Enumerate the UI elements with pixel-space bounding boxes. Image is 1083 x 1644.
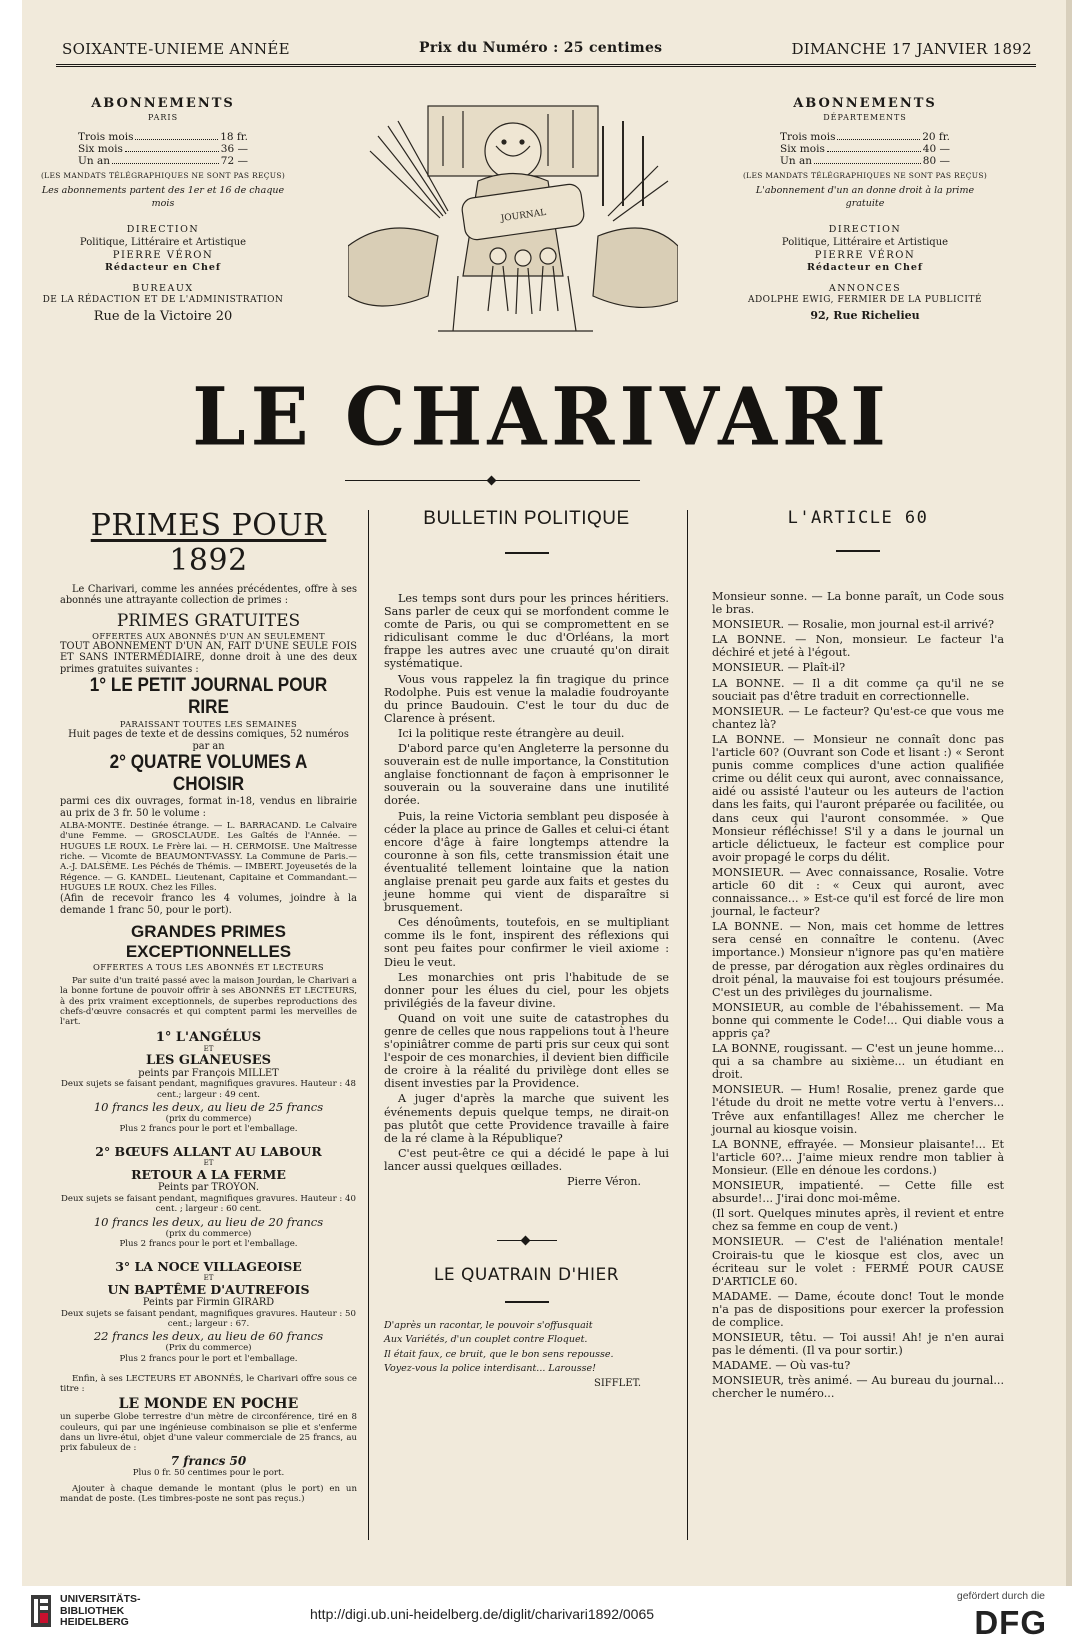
gravure-2-port: Plus 2 francs pour le port et l'emballage. [119, 1238, 298, 1249]
gravure-3-port: Plus 2 francs pour le port et l'emballage. [119, 1353, 298, 1364]
gravure-2-et: ET [203, 1159, 214, 1168]
article60-paragraph: MADAME. — Dame, écoute donc! Tout le monde n'a pas de dispositions pour exercer la profession de complice. [712, 1289, 1004, 1329]
price-row: Six mois 36 — [78, 143, 248, 156]
bureaux-desc: DE LA RÉDACTION ET DE L'ADMINISTRATION [42, 294, 284, 305]
price-list [780, 131, 950, 167]
article60-paragraph: MADAME. — Où vas-tu? [712, 1359, 851, 1373]
masthead-title: LE CHARIVARI [192, 369, 891, 464]
editor-name: PIERRE VÉRON [814, 250, 916, 262]
editor-name: PIERRE VÉRON [112, 250, 214, 262]
gravure-1-title-b: LES GLANEUSES [145, 1052, 272, 1068]
bulletin-paragraph: Puis, la reine Victoria semblant peu disposée à céder la place au prince de Galles et celui-ci étant encore d'âge à faire longtemps attendre la couronne à son fils, cette transmission était une éventualité tellement lointaine que la nation anglaise prenait peu garde aux faits et gestes du jeune homme qui vient de disparaître si brusquement. [384, 809, 670, 915]
quatrain-line: Aux Variétés, d'un couplet contre Floquet. [384, 1334, 588, 1346]
gravure-1-artist: peints par François MILLET [138, 1067, 279, 1079]
gravure-2-price: 10 francs les deux, au lieu de 20 francs [93, 1214, 324, 1229]
gravure-2-artist: Peints par TROYON. [158, 1182, 259, 1194]
price-row: Un an 72 — [78, 155, 248, 168]
funded-by-text: gefördert durch die [956, 1590, 1045, 1602]
prime-2-desc: parmi ces dix ouvrages, format in-18, vendus en librairie au prix de 3 fr. 50 le volume : [60, 796, 357, 819]
monde-desc: un superbe Globe terrestre d'un mètre de circonférence, tiré en 8 couleurs, qui par une ingénieuse combinaison se plie et s'enferme dans un livre-étui, objet d'une valeur commerciale de 25 francs, au prix fabuleux de : [60, 1412, 357, 1454]
article60-paragraph: LA BONNE. — Il a dit comme ça qu'il ne se souciait pas d'être traduit en correctionnelle. [712, 676, 1004, 703]
masthead-illustration [348, 96, 678, 346]
gravure-1-desc: Deux sujets se faisant pendant, magnifiques gravures. Hauteur : 48 cent.; largeur : 49 cent. [61, 1079, 356, 1100]
article60-paragraph: LA BONNE, rougissant. — C'est un jeune homme... qui a sa chambre au sixième... un étudiant en droit. [712, 1042, 1004, 1082]
grandes-primes-sub: OFFERTES A TOUS LES ABONNÉS ET LECTEURS [93, 962, 324, 973]
monde-price: 7 francs 50 [170, 1453, 247, 1468]
editor-role: Rédacteur en Chef [806, 262, 924, 274]
bulletin-title: BULLETIN POLITIQUE [423, 508, 630, 529]
gravure-1-port: Plus 2 francs pour le port et l'emballage. [119, 1124, 298, 1135]
bulletin-paragraph: Ici la politique reste étrangère au deuil. [398, 726, 625, 740]
direction-heading: DIRECTION [126, 223, 200, 235]
primes-offertes: OFFERTES AUX ABONNÉS D'UN AN SEULEMENT [92, 630, 325, 641]
gravure-3-title-a: 3° LA NOCE VILLAGEOISE [115, 1259, 302, 1275]
header-line [62, 40, 1032, 58]
quatrain [384, 1319, 669, 1376]
bulletin-paragraph: Les temps sont durs pour les princes héritiers. Sans parler de ceux qui se morfondent comme le comte de Paris, ou qui se compromettent en se ridiculisant comme le duc d'Orléans, la mort frappe les autres avec une cruauté qu'on dirait systématique. [384, 592, 669, 671]
annonces-desc: ADOLPHE EWIG, FERMIER DE LA PUBLICITÉ [747, 294, 983, 305]
grandes-primes-title: GRANDES PRIMES EXCEPTIONNELLES [125, 922, 292, 962]
price-row: Trois mois 18 fr. [78, 131, 248, 144]
prime-1-title: 1° LE PETIT JOURNAL POUR RIRE [89, 675, 328, 719]
gravure-3-price: 22 francs les deux, au lieu de 60 francs [93, 1329, 324, 1344]
gravure-1-et: ET [203, 1044, 214, 1053]
column-rule [687, 510, 688, 1540]
abo-note: (LES MANDATS TÉLÉGRAPHIQUES NE SONT PAS REÇUS) [742, 171, 988, 181]
university-name: UNIVERSITÄTS- BIBLIOTHEK HEIDELBERG [60, 1593, 141, 1629]
article60-paragraph: LA BONNE. — Non, mais cet homme de lettres sera censé en connaître le contenu. (Avec importance.) Monsieur n'ignore pas qu'en matière de presse, par dérogation aux règles ordinaires du droit pénal, la mauvaise foi est toujours présumée. C'est un des privilèges du journalisme. [712, 920, 1004, 999]
gravure-1-pc: (prix du commerce) [165, 1113, 252, 1124]
abo-title: ABONNEMENTS [793, 96, 937, 111]
direction-desc: Politique, Littéraire et Artistique [79, 237, 247, 249]
bulletin-paragraph: Ces dénoûments, toutefois, en se multipliant comme ils le font, inspirent des réflexions qui sont peu faites pour confirmer le vieil axiome : Dieu le veut. [384, 916, 669, 969]
gravure-3-artist: Peints par Firmin GIRARD [142, 1297, 275, 1309]
article60-paragraph: (Il sort. Quelques minutes après, il revient et entre chez sa femme en coup de vent.) [712, 1207, 1004, 1234]
article60-paragraph: MONSIEUR. — Rosalie, mon journal est-il arrivé? [712, 618, 994, 632]
enfin-text: Enfin, à ses LECTEURS ET ABONNÉS, le Charivari offre sous ce titre : [60, 1373, 357, 1395]
abonnements-paris [38, 96, 288, 326]
direction-desc: Politique, Littéraire et Artistique [781, 237, 949, 249]
monde-port: Plus 0 fr. 50 centimes pour le port. [132, 1467, 285, 1478]
bureaux-address: Rue de la Victoire 20 [93, 308, 233, 324]
digitization-footer [0, 1586, 1083, 1644]
primes-gratuites: PRIMES GRATUITES [116, 610, 301, 631]
prime-2-note: (Afin de recevoir franco les 4 volumes, joindre à la demande 1 franc 50, pour le port). [60, 893, 357, 916]
abo-note: (LES MANDATS TÉLÉGRAPHIQUES NE SONT PAS REÇUS) [40, 171, 286, 181]
prime-1-sub: PARAISSANT TOUTES LES SEMAINES [119, 719, 298, 730]
title-rule [505, 552, 549, 554]
quatrain-line: Il était faux, ce bruit, que le bon sens repousse. [384, 1348, 614, 1360]
header-date: DIMANCHE 17 JANVIER 1892 [791, 40, 1032, 58]
title-rule [836, 550, 880, 552]
prime-1-desc: Huit pages de texte et de dessins comiques, 52 numéros par an [68, 729, 349, 752]
price-row: Six mois 40 — [780, 143, 950, 156]
grandes-primes-desc: Par suite d'un traité passé avec la maison Jourdan, le Charivari a la bonne fortune de pouvoir offrir à ses ABONNÉS ET LECTEURS, à des prix vraiment exceptionnels, de superbes reproductions des chefs-d'œuvre consacrés et qui comptent parmi les merveilles de l'art. [60, 976, 357, 1028]
article60-paragraph: MONSIEUR, têtu. — Toi aussi! Ah! je n'en aurai pas le démenti. (Il va pour sortir.) [712, 1331, 1004, 1358]
masthead-rule [345, 480, 640, 481]
quatrain-line: Voyez-vous la police interdisant... Larousse! [384, 1362, 596, 1374]
header-edition: SOIXANTE-UNIEME ANNÉE [62, 40, 290, 58]
university-seal-icon [30, 1594, 52, 1628]
header-rule [56, 64, 1036, 67]
gravure-1-price: 10 francs les deux, au lieu de 25 francs [93, 1099, 324, 1114]
gravure-3-title-b: UN BAPTÊME D'AUTREFOIS [107, 1282, 310, 1298]
annonces-heading: ANNONCES [828, 282, 902, 294]
section-ornament [497, 1240, 557, 1241]
bulletin-paragraph: Quand on voit une suite de catastrophes du genre de celles que nous rappelions tout à l'heure s'opiniâtrer comme de parti pris sur ceux qui sont l'espoir de ces monarchies, il devient bien difficile de croire à la réalité du privilège dont elles se disent investies par la Providence. [384, 1011, 669, 1091]
gravure-3-et: ET [203, 1274, 214, 1283]
primes-intro: Le Charivari, comme les années précédentes, offre à ses abonnés une attrayante collection de primes : [60, 584, 357, 607]
abo-subtitle: PARIS [147, 112, 179, 122]
bulletin-column [384, 508, 669, 1389]
source-url-link[interactable]: http://digi.ub.uni-heidelberg.de/diglit/charivari1892/0065 [310, 1606, 655, 1622]
article60-paragraph: MONSIEUR. — Hum! Rosalie, prenez garde que l'étude du droit ne mette votre vertu à l'envers... Trêve aux enfantillages! Allez me chercher le journal au kiosque voisin. [712, 1083, 1004, 1136]
quatrain-signature: SIFFLET. [594, 1378, 641, 1390]
direction-heading: DIRECTION [828, 223, 902, 235]
article60-paragraph: MONSIEUR. — Plaît-il? [712, 661, 846, 675]
article60-paragraph: Monsieur sonne. — La bonne paraît, un Code sous le bras. [712, 590, 1004, 617]
article60-paragraph: MONSIEUR. — Le facteur? Qu'est-ce que vous me chantez là? [712, 704, 1004, 731]
column-rule [368, 510, 369, 1540]
university-logo[interactable] [30, 1594, 141, 1629]
quatrain-line: D'après un racontar, le pouvoir s'offusquait [384, 1320, 593, 1332]
header-price: Prix du Numéro : 25 centimes [419, 40, 663, 56]
gravure-1-title-a: 1° L'ANGÉLUS [155, 1029, 262, 1045]
abonnements-departements [740, 96, 990, 323]
abo-italic: Les abonnements partent des 1er et 16 de chaque mois [41, 185, 285, 209]
article60-paragraph: LA BONNE. — Monsieur ne connaît donc pas l'article 60? (Ouvrant son Code et lisant :) « Seront punis comme complices d'une action qualifiée crime ou délit ceux qui auront, avec connaissance, aidé ou assisté l'auteur ou les auteurs de l'action dans les faits, qui l'auront préparée ou facilitée, ou dans ceux qui l'auront consommée. » Que Monsieur réfléchisse! S'il y a dans le journal un article délictueux, le facteur est complice pour avoir propagé le corps du délit. [712, 732, 1004, 864]
quatrain-title: LE QUATRAIN D'HIER [433, 1265, 620, 1286]
bulletin-signature: Pierre Véron. [567, 1175, 641, 1189]
bulletin-paragraph: Les monarchies ont pris l'habitude de se donner pour les élues du ciel, pour les objets privilégiés de la faveur divine. [384, 970, 669, 1010]
bulletin-paragraph: Vous vous rappelez la fin tragique du prince Rodolphe. Puis est venue la maladie foudroyante du prince Baudouin. C'est le tour du duc de Clarence à présent. [384, 672, 669, 725]
gravure-2-desc: Deux sujets se faisant pendant, magnifiques gravures. Hauteur : 40 cent. ; largeur : 60 cent. [61, 1193, 356, 1215]
bulletin-paragraph: C'est peut-être ce qui a décidé le pape à lui lancer aussi quelques œillades. [384, 1146, 669, 1173]
article60-paragraph: LA BONNE. — Non, monsieur. Le facteur l'a déchiré et jeté à l'égout. [712, 633, 1004, 660]
price-row: Un an 80 — [780, 155, 950, 168]
primes-title: PRIMES POUR 1892 [90, 508, 327, 578]
price-list [78, 131, 248, 167]
gravure-2-title-b: RETOUR A LA FERME [131, 1167, 286, 1183]
primes-column [60, 508, 357, 1505]
article60-paragraph: MONSIEUR. — C'est de l'aliénation mentale! Croirais-tu que le kiosque est clos, avec un écriteau sur le volet : FERMÉ POUR CAUSE D'ARTICLE 60. [712, 1235, 1004, 1288]
article60-paragraph: MONSIEUR, au comble de l'ébahissement. — Ma bonne qui commente le Code!... Qui diable vous a appris ça? [712, 1000, 1004, 1040]
article60-column [712, 508, 1004, 1403]
gravure-2-title-a: 2° BŒUFS ALLANT AU LABOUR [95, 1144, 322, 1160]
abo-subtitle: DÉPARTEMENTS [823, 112, 907, 122]
ajouter-text: Ajouter à chaque demande le montant (plus le port) en un mandat de poste. (Les timbres-poste ne sont pas reçus.) [60, 1484, 357, 1505]
gravure-3-pc: (Prix du commerce) [165, 1343, 252, 1354]
abo-italic: L'abonnement d'un an donne droit à la prime gratuite [755, 185, 975, 209]
gravure-3-desc: Deux sujets se faisant pendant, magnifiques gravures. Hauteur : 50 cent.; largeur : 67. [61, 1308, 356, 1329]
article60-paragraph: LA BONNE, effrayée. — Monsieur plaisante!... Et l'article 60?... J'aime mieux rendre mon tablier à Monsieur. (Elle en dénoue les cordons.) [712, 1137, 1004, 1177]
gravure-2-pc: (prix du commerce) [165, 1228, 252, 1239]
prime-2-list: ALBA-MONTE. Destinée étrange. — L. BARRACAND. Le Calvaire d'une Femme. — GROSCLAUDE. Les Gaîtés de l'Année. — HUGUES LE ROUX. Le Frère lai. — H. CERMOISE. Une Maîtresse riche. — Vicomte de BEAUMONT-VASSY. La Commune de Paris.— A.-J. DALSÈME. Les Péchés de Thémis. — IMBERT. Joyeusetés de la Régence. — G. KANDEL. Lieutenant, Capitaine et Commandant.— HUGUES LE ROUX. Chez les Filles. [60, 821, 357, 893]
primes-tout: TOUT ABONNEMENT D'UN AN, FAIT D'UNE SEULE FOIS ET SANS INTERMÉDIAIRE, donne droit à une des deux primes gratuites suivantes : [60, 640, 357, 675]
article60-paragraph: MONSIEUR, impatienté. — Cette fille est absurde!... J'irai donc moi-même. [712, 1179, 1004, 1206]
bulletin-paragraph: A juger d'après la marche que suivent les événements depuis quelque temps, ne dirait-on pas plutôt que cette Providence travaille à faire de la ré clame à la République? [384, 1092, 669, 1145]
bureaux-heading: BUREAUX [132, 282, 194, 294]
dfg-logo[interactable]: DFG [974, 1604, 1047, 1641]
article60-title: L'ARTICLE 60 [787, 508, 929, 528]
article60-paragraph: MONSIEUR. — Avec connaissance, Rosalie. Votre article 60 dit : « Ceux qui auront, avec connaissance... » Est-ce qu'il est forcé de lire mon journal, le facteur? [712, 865, 1004, 919]
title-rule [505, 1301, 549, 1303]
illustration-banner: JOURNAL [500, 207, 547, 225]
editor-role: Rédacteur en Chef [104, 262, 222, 274]
article60-paragraph: MONSIEUR, très animé. — Au bureau du journal... chercher le numéro... [712, 1374, 1004, 1401]
abo-title: ABONNEMENTS [91, 96, 235, 111]
annonces-address: 92, Rue Richelieu [810, 308, 920, 322]
monde-title: LE MONDE EN POCHE [118, 1396, 299, 1413]
price-row: Trois mois 20 fr. [780, 131, 950, 144]
prime-2-title: 2° QUATRE VOLUMES A CHOISIR [109, 752, 308, 796]
bulletin-paragraph: D'abord parce qu'en Angleterre la personne du souverain est de nulle importance, la Constitution anglaise fonctionnant de façon à emprisonner le souverain ou la souveraine dans une inutilité dorée. [384, 742, 669, 808]
